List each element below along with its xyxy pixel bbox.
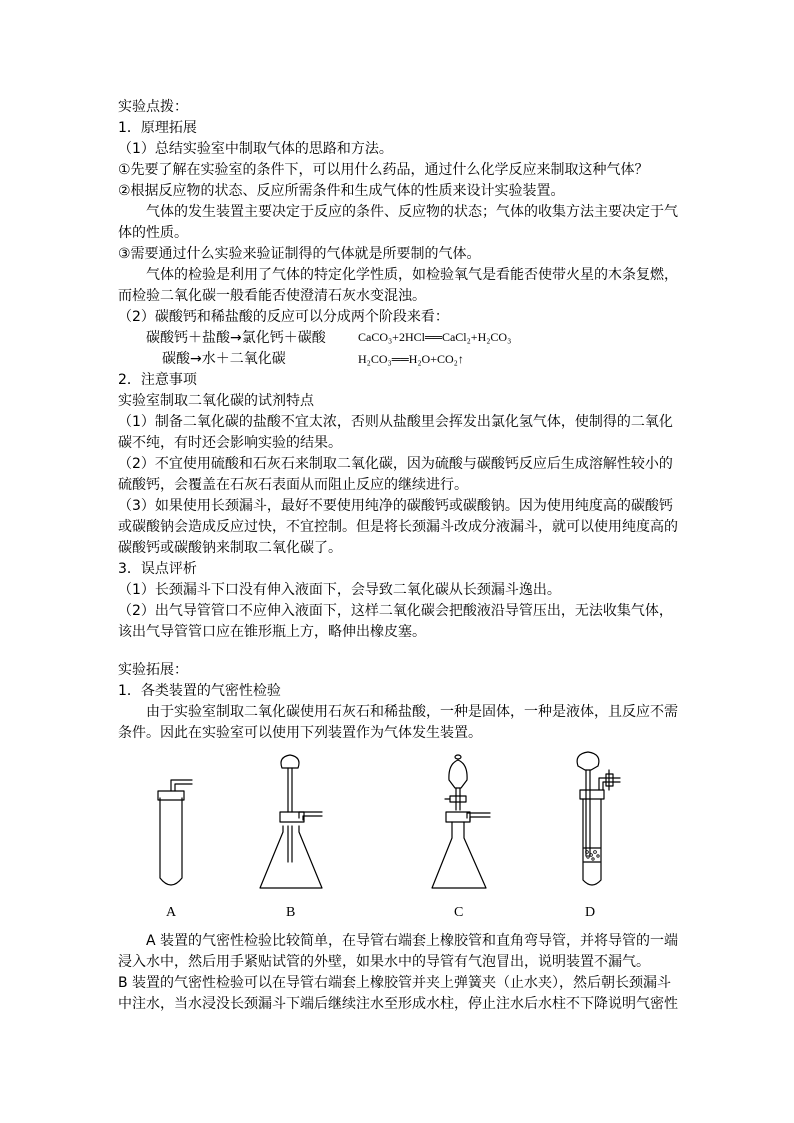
paragraph: 中注水，当水浸没长颈漏斗下端后继续注水至形成水柱，停止注水后水柱不下降说明气密性 — [118, 996, 678, 1012]
paragraph: 碳不纯，有时还会影响实验的结果。 — [118, 435, 342, 451]
apparatus-a-test-tube — [158, 780, 192, 885]
label-d: D — [585, 905, 596, 920]
paragraph: ①先要了解在实验室的条件下，可以用什么药品，通过什么化学反应来制取这种气体？ — [118, 162, 649, 178]
heading-errors: 3．误点评析 — [118, 561, 197, 577]
reaction-word-2: 碳酸→水＋二氧化碳 — [162, 351, 286, 367]
apparatus-d-tube-funnel-stopcock — [577, 752, 620, 885]
paragraph: 碳酸钙或碳酸钠来制取二氧化碳了。 — [118, 540, 342, 556]
paragraph: （1）制备二氧化碳的盐酸不宜太浓，否则从盐酸里会挥发出氯化氢气体，使制得的二氧化 — [118, 414, 673, 430]
paragraph: 或碳酸钠会造成反应过快，不宜控制。但是将长颈漏斗改成分液漏斗，就可以使用纯度高的 — [118, 519, 678, 535]
paragraph: ②根据反应物的状态、反应所需条件和生成气体的性质来设计实验装置。 — [118, 183, 565, 199]
apparatus-b-flask-long-funnel — [260, 755, 322, 888]
heading-principle: 1．原理拓展 — [118, 120, 197, 136]
paragraph: 条件。因此在实验室可以使用下列装置作为气体发生装置。 — [118, 725, 482, 741]
paragraph: （2）出气导管管口不应伸入液面下，这样二氧化碳会把酸液沿导管压出，无法收集气体， — [118, 603, 673, 619]
paragraph: 体的性质。 — [118, 225, 188, 241]
paragraph: （3）如果使用长颈漏斗，最好不要使用纯净的碳酸钙或碳酸钠。因为使用纯度高的碳酸钙 — [118, 498, 673, 514]
label-c: C — [454, 905, 464, 920]
paragraph: A 装置的气密性检验比较简单，在导管右端套上橡胶管和直角弯导管，并将导管的一端 — [146, 933, 679, 949]
label-b: B — [286, 905, 296, 920]
reaction-word-1: 碳酸钙＋盐酸→氯化钙＋碳酸 — [146, 330, 326, 346]
apparatus-c-flask-separatory-funnel — [432, 755, 490, 888]
paragraph: （1）长颈漏斗下口没有伸入液面下，会导致二氧化碳从长颈漏斗逸出。 — [118, 582, 561, 598]
apparatus-d-marble-chips — [586, 851, 600, 861]
paragraph: 硫酸钙，会覆盖在石灰石表面从而阻止反应的继续进行。 — [118, 477, 468, 493]
paragraph: 该出气导管管口应在锥形瓶上方，略伸出橡皮塞。 — [118, 624, 426, 640]
paragraph: （2）不宜使用硫酸和石灰石来制取二氧化碳，因为硫酸与碳酸钙反应后生成溶解性较小的 — [118, 456, 673, 472]
equation-2: H₂CO₃══H₂O+CO₂↑ — [358, 352, 464, 366]
equation-1: CaCO₃+2HCl══CaCl₂+H₂CO₃ — [358, 330, 512, 344]
paragraph: 而检验二氧化碳一般看能否使澄清石灰水变混浊。 — [118, 288, 426, 304]
paragraph: B 装置的气密性检验可以在导管右端套上橡胶管并夹上弹簧夹（止水夹），然后朝长颈漏斗 — [118, 975, 672, 991]
paragraph: 气体的检验是利用了气体的特定化学性质，如检验氧气是看能否使带火星的木条复燃， — [146, 267, 678, 283]
paragraph: （2）碳酸钙和稀盐酸的反应可以分成两个阶段来看： — [118, 309, 449, 325]
section-title-experiment-extension: 实验拓展： — [118, 662, 188, 678]
paragraph: 由于实验室制取二氧化碳使用石灰石和稀盐酸，一种是固体，一种是液体，且反应不需 — [146, 704, 678, 720]
heading-notes: 2．注意事项 — [118, 372, 197, 388]
paragraph: 浸入水中，然后用手紧贴试管的外壁，如果水中的导管有气泡冒出，说明装置不漏气。 — [118, 954, 650, 970]
label-a: A — [166, 905, 177, 920]
paragraph: 气体的发生装置主要决定于反应的条件、反应物的状态；气体的收集方法主要决定于气 — [146, 204, 678, 220]
paragraph: ③需要通过什么实验来验证制得的气体就是所要制的气体。 — [118, 246, 481, 262]
paragraph: 实验室制取二氧化碳的试剂特点 — [118, 393, 314, 409]
paragraph: （1）总结实验室中制取气体的思路和方法。 — [118, 141, 393, 157]
section-title-experiment-tips: 实验点拨： — [118, 99, 188, 115]
heading-airtightness: 1．各类装置的气密性检验 — [118, 683, 281, 699]
